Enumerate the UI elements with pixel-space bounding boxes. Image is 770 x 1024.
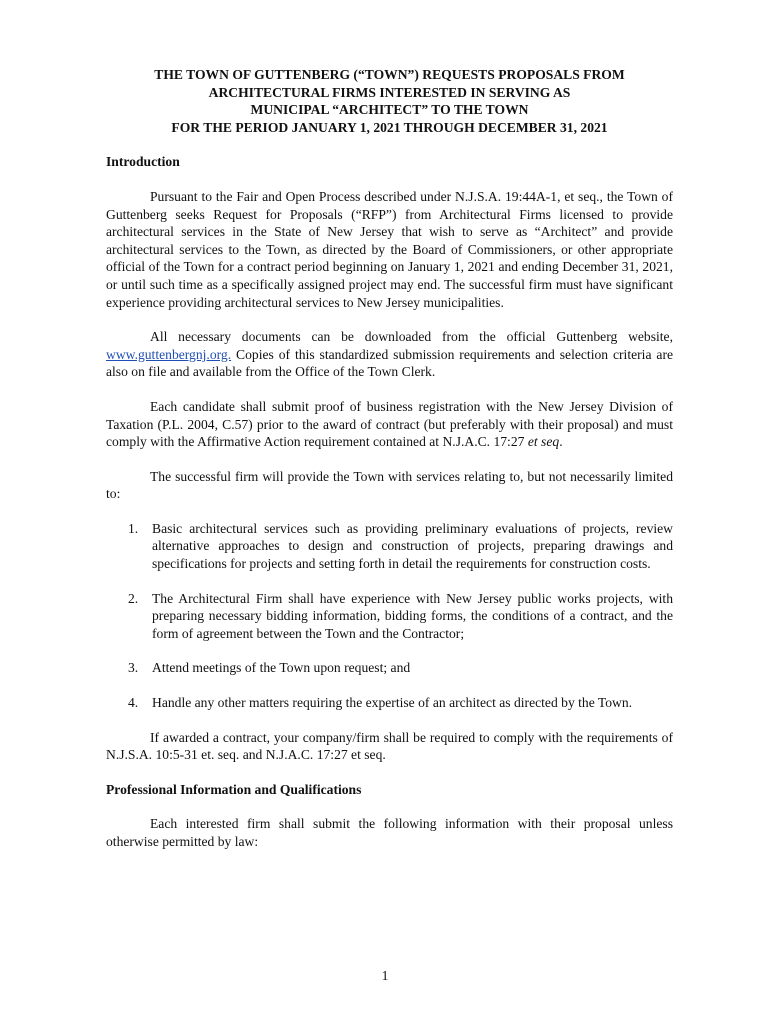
list-item-number: 3. — [128, 660, 139, 676]
intro-paragraph-1: Pursuant to the Fair and Open Process described under N.J.S.A. 19:44A-1, et seq., the Town of Guttenberg seeks Request for Proposals (“RFP”) from Architectural Firms licensed to provide architectural services in the State of New Jersey that wish to serve as “Architect” and provide architectural services to the Town, as directed by the Board of Commissioners, or other appropriate official of the Town for a contract period beginning on January 1, 2021 and ending December 31, 2021, or until such time as a specifically assigned project may end. The successful firm must have significant experience providing architectural services to New Jersey municipalities. — [106, 188, 673, 310]
list-item-text: The Architectural Firm shall have experience with New Jersey public works projects, with preparing necessary bidding information, bidding forms, the conditions of a contract, and the form of agreement between the Town and the Contractor; — [152, 590, 673, 641]
list-item-text: Handle any other matters requiring the expertise of an architect as directed by the Town. — [152, 695, 633, 711]
title-line-1: THE TOWN OF GUTTENBERG (“TOWN”) REQUESTS PROPOSALS FROM — [154, 67, 625, 82]
website-link[interactable]: www.guttenbergnj.org. — [106, 346, 232, 362]
title-line-4: FOR THE PERIOD JANUARY 1, 2021 THROUGH DECEMBER 31, 2021 — [171, 119, 608, 135]
services-list — [106, 520, 673, 712]
intro-paragraph-2-rest: Copies of this standardized submission requirements and selection criteria are also on file and available from the Office of the Town Clerk. — [106, 346, 673, 380]
list-item-number: 4. — [128, 695, 139, 711]
intro-paragraph-4: The successful firm will provide the Town with services relating to, but not necessarily limited to: — [106, 468, 673, 502]
title-line-2: ARCHITECTURAL FIRMS INTERESTED IN SERVING AS — [208, 84, 571, 100]
list-item — [106, 520, 673, 573]
intro-paragraph-3 — [106, 398, 673, 451]
document-page — [106, 66, 673, 868]
intro-paragraph-2 — [106, 328, 673, 381]
document-title — [106, 66, 673, 136]
introduction-heading: Introduction — [106, 154, 180, 170]
intro-paragraph-3-end: . — [559, 434, 563, 450]
intro-paragraph-3-text: Each candidate shall submit proof of business registration with the New Jersey Division of Taxation (P.L. 2004, C.57) prior to the award of contract (but preferably with their proposal) and must comply with the Affirmative Action requirement contained at N.J.A.C. 17:27 — [106, 398, 673, 450]
title-line-3: MUNICIPAL “ARCHITECT” TO THE TOWN — [250, 102, 529, 118]
list-item-number: 1. — [128, 520, 139, 536]
et-seq-italic: et seq — [527, 434, 560, 450]
compliance-paragraph: If awarded a contract, your company/firm shall be required to comply with the requirements of N.J.S.A. 10:5-31 et. seq. and N.J.A.C. 17:27 et seq. — [106, 729, 673, 763]
list-item — [106, 694, 673, 712]
professional-heading: Professional Information and Qualifications — [106, 781, 362, 797]
professional-paragraph: Each interested firm shall submit the following information with their proposal unless otherwise permitted by law: — [106, 816, 673, 849]
list-item-text: Attend meetings of the Town upon request; and — [152, 660, 411, 676]
list-item — [106, 659, 673, 677]
list-item — [106, 590, 673, 643]
intro-paragraph-2-text: All necessary documents can be downloaded from the official Guttenberg website, — [150, 329, 673, 345]
page-number: 1 — [381, 968, 389, 983]
list-item-text: Basic architectural services such as providing preliminary evaluations of projects, review alternative approaches to design and construction of projects, preparing drawings and specifications for projects and setting forth in detail the requirements for construction costs. — [152, 520, 673, 572]
list-item-number: 2. — [128, 590, 139, 606]
